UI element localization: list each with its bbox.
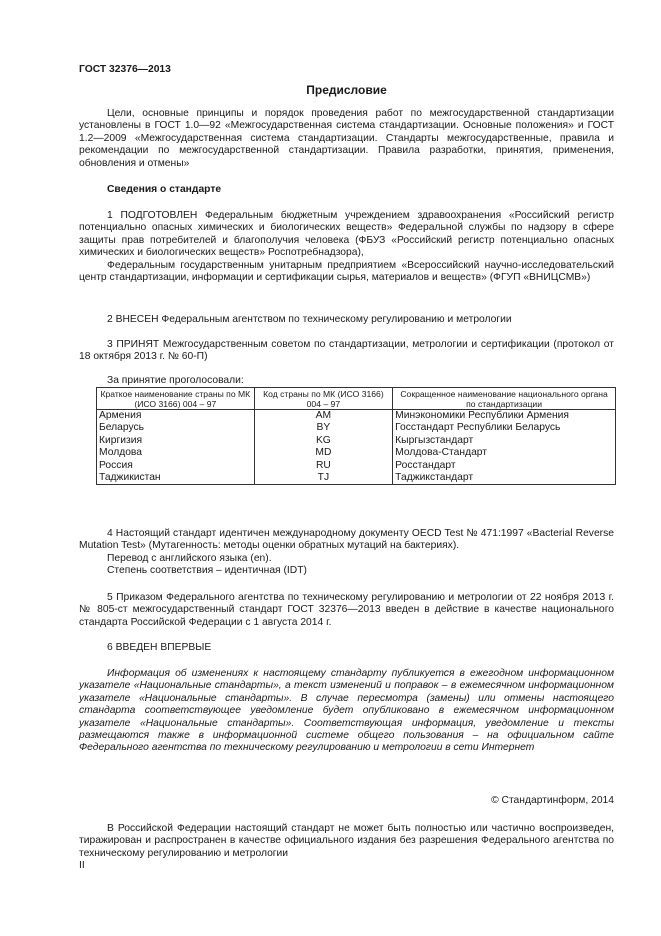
info-notice-block [79,668,614,755]
legal-notice-block [79,823,614,860]
section-heading: Сведения о стандарте [107,184,222,195]
country-cell: Молдова [97,447,255,459]
code-cell: MD [254,447,393,459]
country-cell: Армения [97,410,255,423]
vote-table-header-row [97,388,616,410]
item-3 [79,339,614,364]
item-6-paragraph: 6 ВВЕДЕН ВПЕРВЫЕ [107,642,212,653]
code-cell: TJ [254,472,393,485]
country-cell: Россия [97,460,255,472]
item-5-paragraph: 5 Приказом Федерального агентства по техническому регулированию и метрологии от 22 ноября 2013 г. № 805-ст межгосударственный стандарт ГОСТ 32376—2013 введен в действие в качестве национального стандарта Российской Федерации с 1 августа 2014 г. [79,592,614,628]
info-notice: Информация об изменениях к настоящему стандарту публикуется в ежегодном информационном указателе «Национальные стандарты», а текст изменений и поправок – в ежемесячном информационном указателе «Национальные стандарты». В случае пересмотра (замены) или отмены настоящего стандарта соответствующее уведомление будет опубликовано в ежемесячном информационном указателе «Национальные стандарты». Соответствующая информация, уведомление и тексты размещаются также в информационной системе общего пользования – на официальном сайте Федерального агентства по техническому регулированию и метрологии в сети Интернет [79,668,614,754]
vote-caption-wrap [79,375,614,387]
body-cell: Кыргызстандарт [393,435,616,447]
item-1-paragraph-1: 1 ПОДГОТОВЛЕН Федеральным бюджетным учреждением здравоохранения «Российский регистр потенциально опасных химических и биологических веществ» Федеральной службы по надзору в сфере защиты прав потребителей и благополучия человека (ФБУЗ «Российский регистр потенциально опасных химических и биологических веществ» Роспотребнадзора), [79,210,614,259]
code-cell: BY [254,422,393,434]
vote-table-header-code: Код страны по МК (ИСО 3166) 004 – 97 [254,388,393,410]
item-4-paragraph-3: Степень соответствия – идентичная (IDT) [107,565,307,577]
copyright-wrap [79,795,614,807]
country-cell: Киргизия [97,435,255,447]
vote-caption: За принятие проголосовали: [107,375,244,386]
document-code: ГОСТ 32376—2013 [79,64,171,75]
table-row [97,460,616,472]
country-cell: Беларусь [97,422,255,434]
table-row [97,422,616,434]
page-number: II [79,860,85,871]
vote-table [96,387,616,485]
page-number-wrap [79,860,614,872]
body-cell: Таджикстандарт [393,472,616,485]
item-4 [79,528,614,578]
code-cell: KG [254,435,393,447]
item-3-paragraph: 3 ПРИНЯТ Межгосударственным советом по стандартизации, метрологии и сертификации (протокол от 18 октября 2013 г. № 60-П) [79,339,614,363]
country-cell: Таджикистан [97,472,255,485]
vote-table-header-country: Краткое наименование страны по МК (ИСО 3166) 004 – 97 [97,388,255,410]
legal-notice: В Российской Федерации настоящий стандарт не может быть полностью или частично воспроизведен, тиражирован и распространен в качестве официального издания без разрешения Федерального агентства по техническому регулированию и метрологии [79,823,614,859]
intro-paragraph: Цели, основные принципы и порядок проведения работ по межгосударственной стандартизации установлены в ГОСТ 1.0—92 «Межгосударственная система стандартизации. Основные положения» и ГОСТ 1.2—2009 «Межгосударственная система стандартизации. Стандарты межгосударственные, правила и рекомендации по межгосударственной стандартизации. Правила разработки, принятия, применения, обновления и отмены» [79,108,614,169]
table-row [97,447,616,459]
item-4-paragraph-1: 4 Настоящий стандарт идентичен международному документу OECD Test № 471:1997 «Bacterial Reverse Mutation Test» (Мутагенность: методы оценки обратных мутаций на бактериях). [79,528,614,552]
table-row [97,410,616,423]
table-row [97,472,616,485]
page-title: Предисловие [306,83,387,97]
table-row [97,435,616,447]
section-heading-wrap [79,184,614,196]
code-cell: AM [254,410,393,423]
body-cell: Минэкономики Республики Армения [393,410,616,423]
item-2 [79,314,614,326]
body-cell: Росстандарт [393,460,616,472]
item-1-paragraph-2: Федеральным государственным унитарным предприятием «Всероссийский научно-исследовательский центр стандартизации, информации и сертификации сырья, материалов и веществ» (ФГУП «ВНИЦСМВ») [79,259,614,284]
item-5 [79,592,614,629]
code-cell: RU [254,460,393,472]
body-cell: Госстандарт Республики Беларусь [393,422,616,434]
item-1 [79,210,614,284]
vote-table-header-body: Сокращенное наименование национального органа по стандартизации [393,388,616,410]
copyright: © Стандартинформ, 2014 [491,795,614,806]
item-4-paragraph-2: Перевод с английского языка (en). [107,552,272,564]
item-6 [79,642,614,654]
intro-section [79,108,614,170]
item-2-paragraph: 2 ВНЕСЕН Федеральным агентством по техническому регулированию и метрологии [107,314,512,325]
body-cell: Молдова-Стандарт [393,447,616,459]
